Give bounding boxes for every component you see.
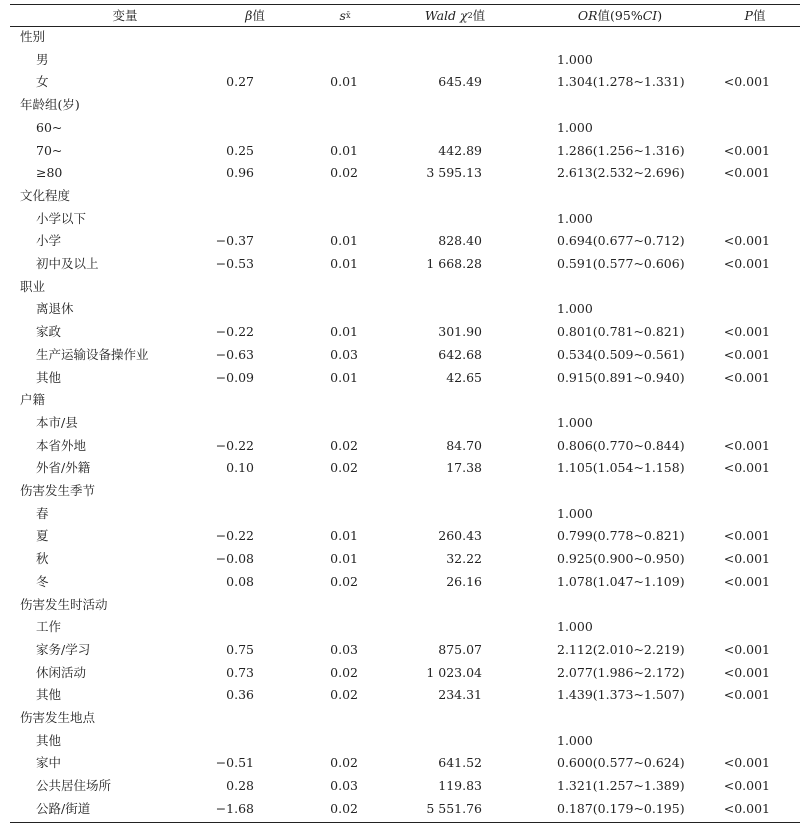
variable-label: 家政 — [36, 324, 62, 340]
p-value: <0.001 — [723, 573, 770, 589]
variable-label: 家中 — [36, 755, 62, 771]
se-value: 0.02 — [330, 165, 358, 181]
beta-value: −0.51 — [215, 755, 254, 771]
p-value: <0.001 — [723, 369, 770, 385]
or-ci-value: 1.321(1.257~1.389) — [557, 778, 685, 794]
header-or-close: ) — [657, 7, 663, 23]
p-value: <0.001 — [723, 664, 770, 680]
wald-value: 3 595.13 — [426, 165, 482, 181]
table-row — [10, 684, 800, 707]
or-ci-value: 1.078(1.047~1.109) — [557, 573, 685, 589]
or-ci-value: 0.806(0.770~0.844) — [557, 437, 685, 453]
beta-value: 0.36 — [226, 687, 254, 703]
group-label: 户籍 — [20, 392, 46, 408]
table-row — [10, 639, 800, 662]
wald-value: 641.52 — [438, 755, 482, 771]
header-or-suffix: 值(95% — [597, 8, 643, 23]
variable-label: 冬 — [36, 573, 49, 589]
p-value: <0.001 — [723, 641, 770, 657]
p-value: <0.001 — [723, 755, 770, 771]
or-ci-value: 1.000 — [557, 414, 593, 430]
table-row — [10, 71, 800, 94]
beta-value: −0.22 — [215, 437, 254, 453]
or-ci-value: 1.286(1.256~1.316) — [557, 142, 685, 158]
p-value: <0.001 — [723, 460, 770, 476]
group-label: 职业 — [20, 278, 46, 294]
or-ci-value: 1.000 — [557, 51, 593, 67]
se-value: 0.02 — [330, 687, 358, 703]
variable-label: 本省外地 — [36, 437, 87, 453]
or-ci-value: 1.000 — [557, 619, 593, 635]
variable-label: 60~ — [36, 119, 63, 135]
group-header-row — [10, 94, 800, 117]
variable-label: 春 — [36, 505, 49, 521]
se-value: 0.02 — [330, 800, 358, 816]
group-label: 性别 — [20, 29, 46, 44]
table-row — [10, 140, 800, 163]
wald-value: 5 551.76 — [426, 800, 482, 816]
se-value: 0.02 — [330, 573, 358, 589]
variable-label: 女 — [36, 74, 49, 90]
table-row — [10, 253, 800, 276]
group-label: 年龄组(岁) — [20, 97, 80, 113]
header-variable: 变量 — [112, 8, 138, 23]
or-ci-value: 2.077(1.986~2.172) — [557, 664, 685, 680]
or-ci-value: 0.591(0.577~0.606) — [557, 256, 685, 271]
beta-value: −0.22 — [215, 528, 254, 544]
p-value: <0.001 — [723, 142, 770, 158]
or-ci-value: 2.613(2.532~2.696) — [557, 165, 685, 181]
beta-value: 0.75 — [226, 641, 254, 657]
or-ci-value: 1.000 — [557, 301, 593, 317]
group-label: 文化程度 — [20, 187, 71, 203]
beta-value: −0.08 — [215, 551, 254, 567]
variable-label: 休闲活动 — [36, 664, 87, 680]
group-header-row — [10, 389, 800, 412]
table-row — [10, 571, 800, 594]
beta-value: 0.25 — [226, 142, 254, 158]
header-beta-suffix: 值 — [252, 8, 265, 23]
variable-label: 其他 — [36, 369, 62, 385]
header-wald — [390, 4, 520, 26]
beta-value: 0.28 — [226, 778, 254, 794]
beta-value: −0.53 — [215, 256, 254, 271]
table-row — [10, 412, 800, 435]
p-value: <0.001 — [723, 528, 770, 544]
header-se-subscript: x̄ — [345, 10, 351, 20]
header-wald-symbol: Wald χ — [424, 7, 468, 23]
table-row — [10, 298, 800, 321]
variable-label: 秋 — [36, 551, 49, 567]
table-row — [10, 503, 800, 526]
variable-label: 70~ — [36, 142, 63, 158]
header-p-symbol: P — [744, 7, 753, 23]
se-value: 0.03 — [330, 346, 358, 362]
or-ci-value: 0.534(0.509~0.561) — [557, 346, 685, 362]
group-header-row — [10, 26, 800, 49]
table-row — [10, 616, 800, 639]
wald-value: 119.83 — [438, 778, 482, 794]
or-ci-value: 0.925(0.900~0.950) — [557, 551, 685, 567]
header-wald-superscript: 2 — [467, 10, 473, 20]
table-row — [10, 321, 800, 344]
table-row — [10, 367, 800, 390]
variable-label: 外省/外籍 — [36, 460, 91, 476]
beta-value: −0.37 — [215, 233, 254, 249]
beta-value: 0.73 — [226, 664, 254, 680]
header-or-symbol: OR — [577, 7, 598, 23]
variable-label: 小学以下 — [36, 210, 87, 226]
p-value: <0.001 — [723, 233, 770, 249]
table-row — [10, 752, 800, 775]
se-value: 0.03 — [330, 641, 358, 657]
wald-value: 875.07 — [438, 641, 482, 657]
header-beta-symbol: β — [245, 7, 253, 23]
se-value: 0.02 — [330, 755, 358, 771]
table-row — [10, 435, 800, 458]
se-value: 0.01 — [330, 324, 358, 340]
or-ci-value: 1.000 — [557, 210, 593, 226]
or-ci-value: 0.187(0.179~0.195) — [557, 800, 685, 816]
se-value: 0.02 — [330, 437, 358, 453]
variable-label: 其他 — [36, 732, 62, 748]
wald-value: 1 668.28 — [426, 256, 482, 271]
header-beta — [200, 4, 310, 26]
variable-label: 生产运输设备操作业 — [36, 346, 149, 362]
p-value: <0.001 — [723, 165, 770, 181]
beta-value: 0.10 — [226, 460, 254, 476]
wald-value: 17.38 — [446, 460, 482, 476]
p-value: <0.001 — [723, 324, 770, 340]
or-ci-value: 1.000 — [557, 505, 593, 521]
p-value: <0.001 — [723, 256, 770, 271]
table-row — [10, 662, 800, 685]
wald-value: 828.40 — [438, 233, 482, 249]
p-value: <0.001 — [723, 800, 770, 816]
p-value: <0.001 — [723, 74, 770, 90]
group-label: 伤害发生时活动 — [20, 596, 108, 612]
variable-label: 初中及以上 — [36, 256, 99, 271]
variable-label: 其他 — [36, 687, 62, 703]
p-value: <0.001 — [723, 551, 770, 567]
header-or — [530, 4, 710, 26]
or-ci-value: 1.000 — [557, 732, 593, 748]
table-row — [10, 208, 800, 231]
wald-value: 1 023.04 — [426, 664, 482, 680]
wald-value: 32.22 — [446, 551, 482, 567]
beta-value: −0.09 — [215, 369, 254, 385]
table-row — [10, 230, 800, 253]
wald-value: 442.89 — [438, 142, 482, 158]
variable-label: 家务/学习 — [36, 641, 91, 657]
beta-value: 0.08 — [226, 573, 254, 589]
se-value: 0.02 — [330, 460, 358, 476]
table-row — [10, 162, 800, 185]
group-label: 伤害发生地点 — [20, 710, 96, 725]
table-row — [10, 457, 800, 480]
header-p — [710, 4, 800, 26]
table-row — [10, 548, 800, 571]
group-header-row — [10, 480, 800, 503]
beta-value: −1.68 — [215, 800, 254, 816]
group-header-row — [10, 185, 800, 208]
or-ci-value: 1.105(1.054~1.158) — [557, 460, 685, 476]
se-value: 0.01 — [330, 528, 358, 544]
or-ci-value: 1.439(1.373~1.507) — [557, 687, 685, 703]
table-row — [10, 117, 800, 140]
or-ci-value: 0.799(0.778~0.821) — [557, 528, 685, 544]
header-wald-suffix: 值 — [472, 8, 486, 23]
wald-value: 84.70 — [446, 437, 482, 453]
se-value: 0.01 — [330, 142, 358, 158]
beta-value: 0.96 — [226, 165, 254, 181]
table-row — [10, 730, 800, 753]
variable-label: 公共居住场所 — [36, 778, 112, 794]
wald-value: 42.65 — [446, 369, 482, 385]
header-se — [310, 4, 380, 26]
or-ci-value: 1.304(1.278~1.331) — [557, 74, 685, 90]
table-row — [10, 49, 800, 72]
se-value: 0.01 — [330, 256, 358, 271]
variable-label: 本市/县 — [36, 414, 78, 430]
variable-label: 公路/街道 — [36, 800, 91, 816]
or-ci-value: 2.112(2.010~2.219) — [557, 641, 685, 657]
variable-label: ≥80 — [36, 165, 63, 181]
or-ci-value: 0.915(0.891~0.940) — [557, 369, 685, 385]
wald-value: 234.31 — [438, 687, 482, 703]
variable-label: 男 — [36, 51, 49, 67]
wald-value: 645.49 — [438, 74, 482, 90]
table-row — [10, 525, 800, 548]
table-row — [10, 798, 800, 821]
se-value: 0.01 — [330, 551, 358, 567]
p-value: <0.001 — [723, 778, 770, 794]
se-value: 0.01 — [330, 74, 358, 90]
wald-value: 301.90 — [438, 324, 482, 340]
p-value: <0.001 — [723, 687, 770, 703]
variable-label: 离退休 — [36, 301, 74, 317]
or-ci-value: 0.801(0.781~0.821) — [557, 324, 685, 340]
beta-value: 0.27 — [226, 74, 254, 90]
p-value: <0.001 — [723, 346, 770, 362]
variable-label: 夏 — [36, 528, 49, 544]
se-value: 0.03 — [330, 778, 358, 794]
wald-value: 642.68 — [438, 346, 482, 362]
header-p-suffix: 值 — [752, 8, 766, 23]
or-ci-value: 0.600(0.577~0.624) — [557, 755, 685, 771]
se-value: 0.01 — [330, 369, 358, 385]
p-value: <0.001 — [723, 437, 770, 453]
table-row — [10, 775, 800, 798]
variable-label: 小学 — [36, 233, 62, 249]
wald-value: 26.16 — [446, 573, 482, 589]
or-ci-value: 0.694(0.677~0.712) — [557, 233, 685, 249]
variable-label: 工作 — [36, 619, 62, 635]
wald-value: 260.43 — [438, 528, 482, 544]
header-se-symbol: s — [339, 7, 346, 23]
table-bottom-rule — [10, 822, 800, 823]
group-header-row — [10, 707, 800, 730]
se-value: 0.01 — [330, 233, 358, 249]
table-row — [10, 344, 800, 367]
beta-value: −0.22 — [215, 324, 254, 340]
se-value: 0.02 — [330, 664, 358, 680]
header-or-ci: CI — [642, 7, 658, 23]
group-label: 伤害发生季节 — [20, 483, 96, 498]
beta-value: −0.63 — [215, 346, 254, 362]
group-header-row — [10, 276, 800, 299]
or-ci-value: 1.000 — [557, 119, 593, 135]
group-header-row — [10, 594, 800, 617]
